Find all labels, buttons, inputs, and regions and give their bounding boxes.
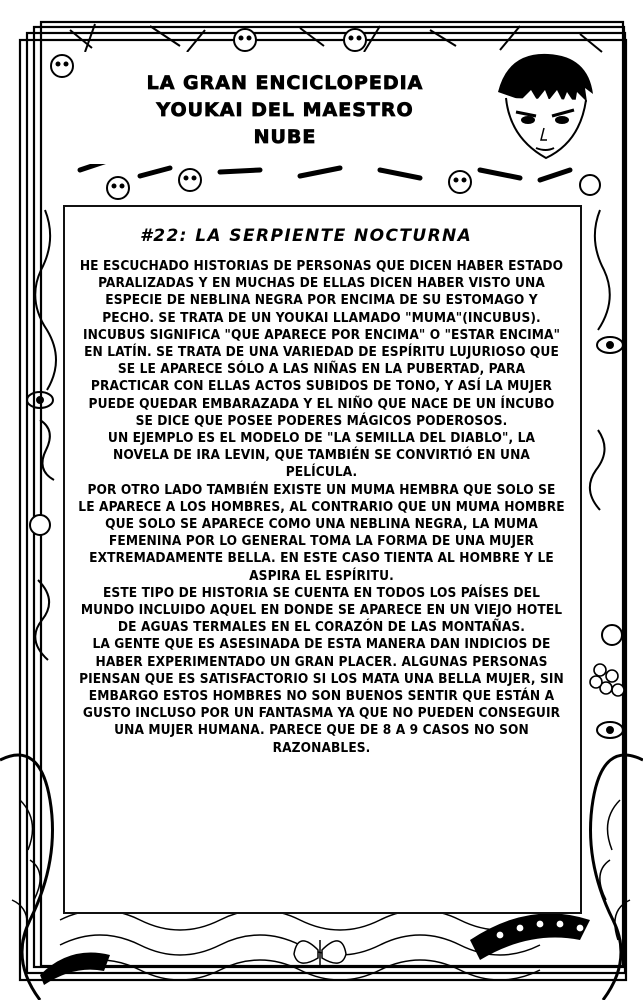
paragraph: INCUBUS SIGNIFICA "QUE APARECE POR ENCIMA" O "ESTAR ENCIMA" EN LATÍN. SE TRATA DE UNA VARIEDAD DE ESPÍRITU LUJURIOSO QUE SE LE APARECE SÓLO A LAS NIÑAS EN LA PUBERTAD, PARA PRACTICAR CON ELLAS ACTOS SUBIDOS DE TONO, Y ASÍ LA MUJER PUEDE QUEDAR EMBARAZADA Y EL NIÑO QUE NACE DE UN ÍNCUBO SE DICE QUE POSEE PODERES MÁGICOS PODEROSOS. [82,326,561,429]
encyclopedia-header [105,70,465,151]
paragraph: POR OTRO LADO TAMBIÉN EXISTE UN MUMA HEMBRA QUE SOLO SE LE APARECE A LOS HOMBRES, AL CONTRARIO QUE UN MUMA HOMBRE QUE SOLO SE APARECE COMO UNA NEBLINA NEGRA, LA MUMA FEMENINA POR LO GENERAL TOMA LA FORMA DE UNA MUJER EXTREMADAMENTE BELLA. EN ESTE CASO TIENTA AL HOMBRE Y LE ASPIRA EL ESPÍRITU. [78,481,565,584]
header-title-line-1: LA GRAN ENCICLOPEDIA [146,72,424,94]
header-title-line-3: NUBE [253,126,317,148]
paragraph: HE ESCUCHADO HISTORIAS DE PERSONAS QUE DICEN HABER ESTADO PARALIZADAS Y EN MUCHAS DE ELLAS DICEN HABER VISTO UNA ESPECIE DE NEBLINA NEGRA POR ENCIMA DE SU ESTOMAGO Y PECHO. SE TRATA DE UN YOUKAI LLAMADO "MUMA"(INCUBUS). [79,258,564,326]
paragraph: UN EJEMPLO ES EL MODELO DE "LA SEMILLA DEL DIABLO", LA NOVELA DE IRA LEVIN, QUE TAMBIÉN SE CONVIRTIÓ EN UNA PELÍCULA. [107,430,536,481]
butterfly-icon [294,940,346,968]
article-title: #22: LA SERPIENTE NOCTURNA [140,226,473,246]
article-body [78,258,565,757]
nube-face-illustration [488,52,598,172]
header-title-line-2: YOUKAI DEL MAESTRO [156,99,414,121]
paragraph: ESTE TIPO DE HISTORIA SE CUENTA EN TODOS LOS PAÍSES DEL MUNDO INCLUIDO AQUEL EN DONDE SE APARECE EN UN VIEJO HOTEL DE AGUAS TERMALES EN EL CORAZÓN DE LAS MONTAÑAS. [80,584,563,636]
paragraph: LA GENTE QUE ES ASESINADA DE ESTA MANERA DAN INDICIOS DE HABER EXPERIMENTADO UN GRAN PLACER. ALGUNAS PERSONAS PIENSAN QUE ES SATISFACTORIO SI LOS MATA UNA BELLA MUJER, SIN EMBARGO ESTOS HOMBRES NO SON BUENOS SENTIR QUE ESTÁN A GUSTO INCLUSO POR UN FANTASMA YA QUE NO PUEDEN CONSEGUIR UNA MUJER HUMANA. PARECE QUE DE 8 A 9 CASOS NO SON RAZONABLES. [79,636,564,756]
